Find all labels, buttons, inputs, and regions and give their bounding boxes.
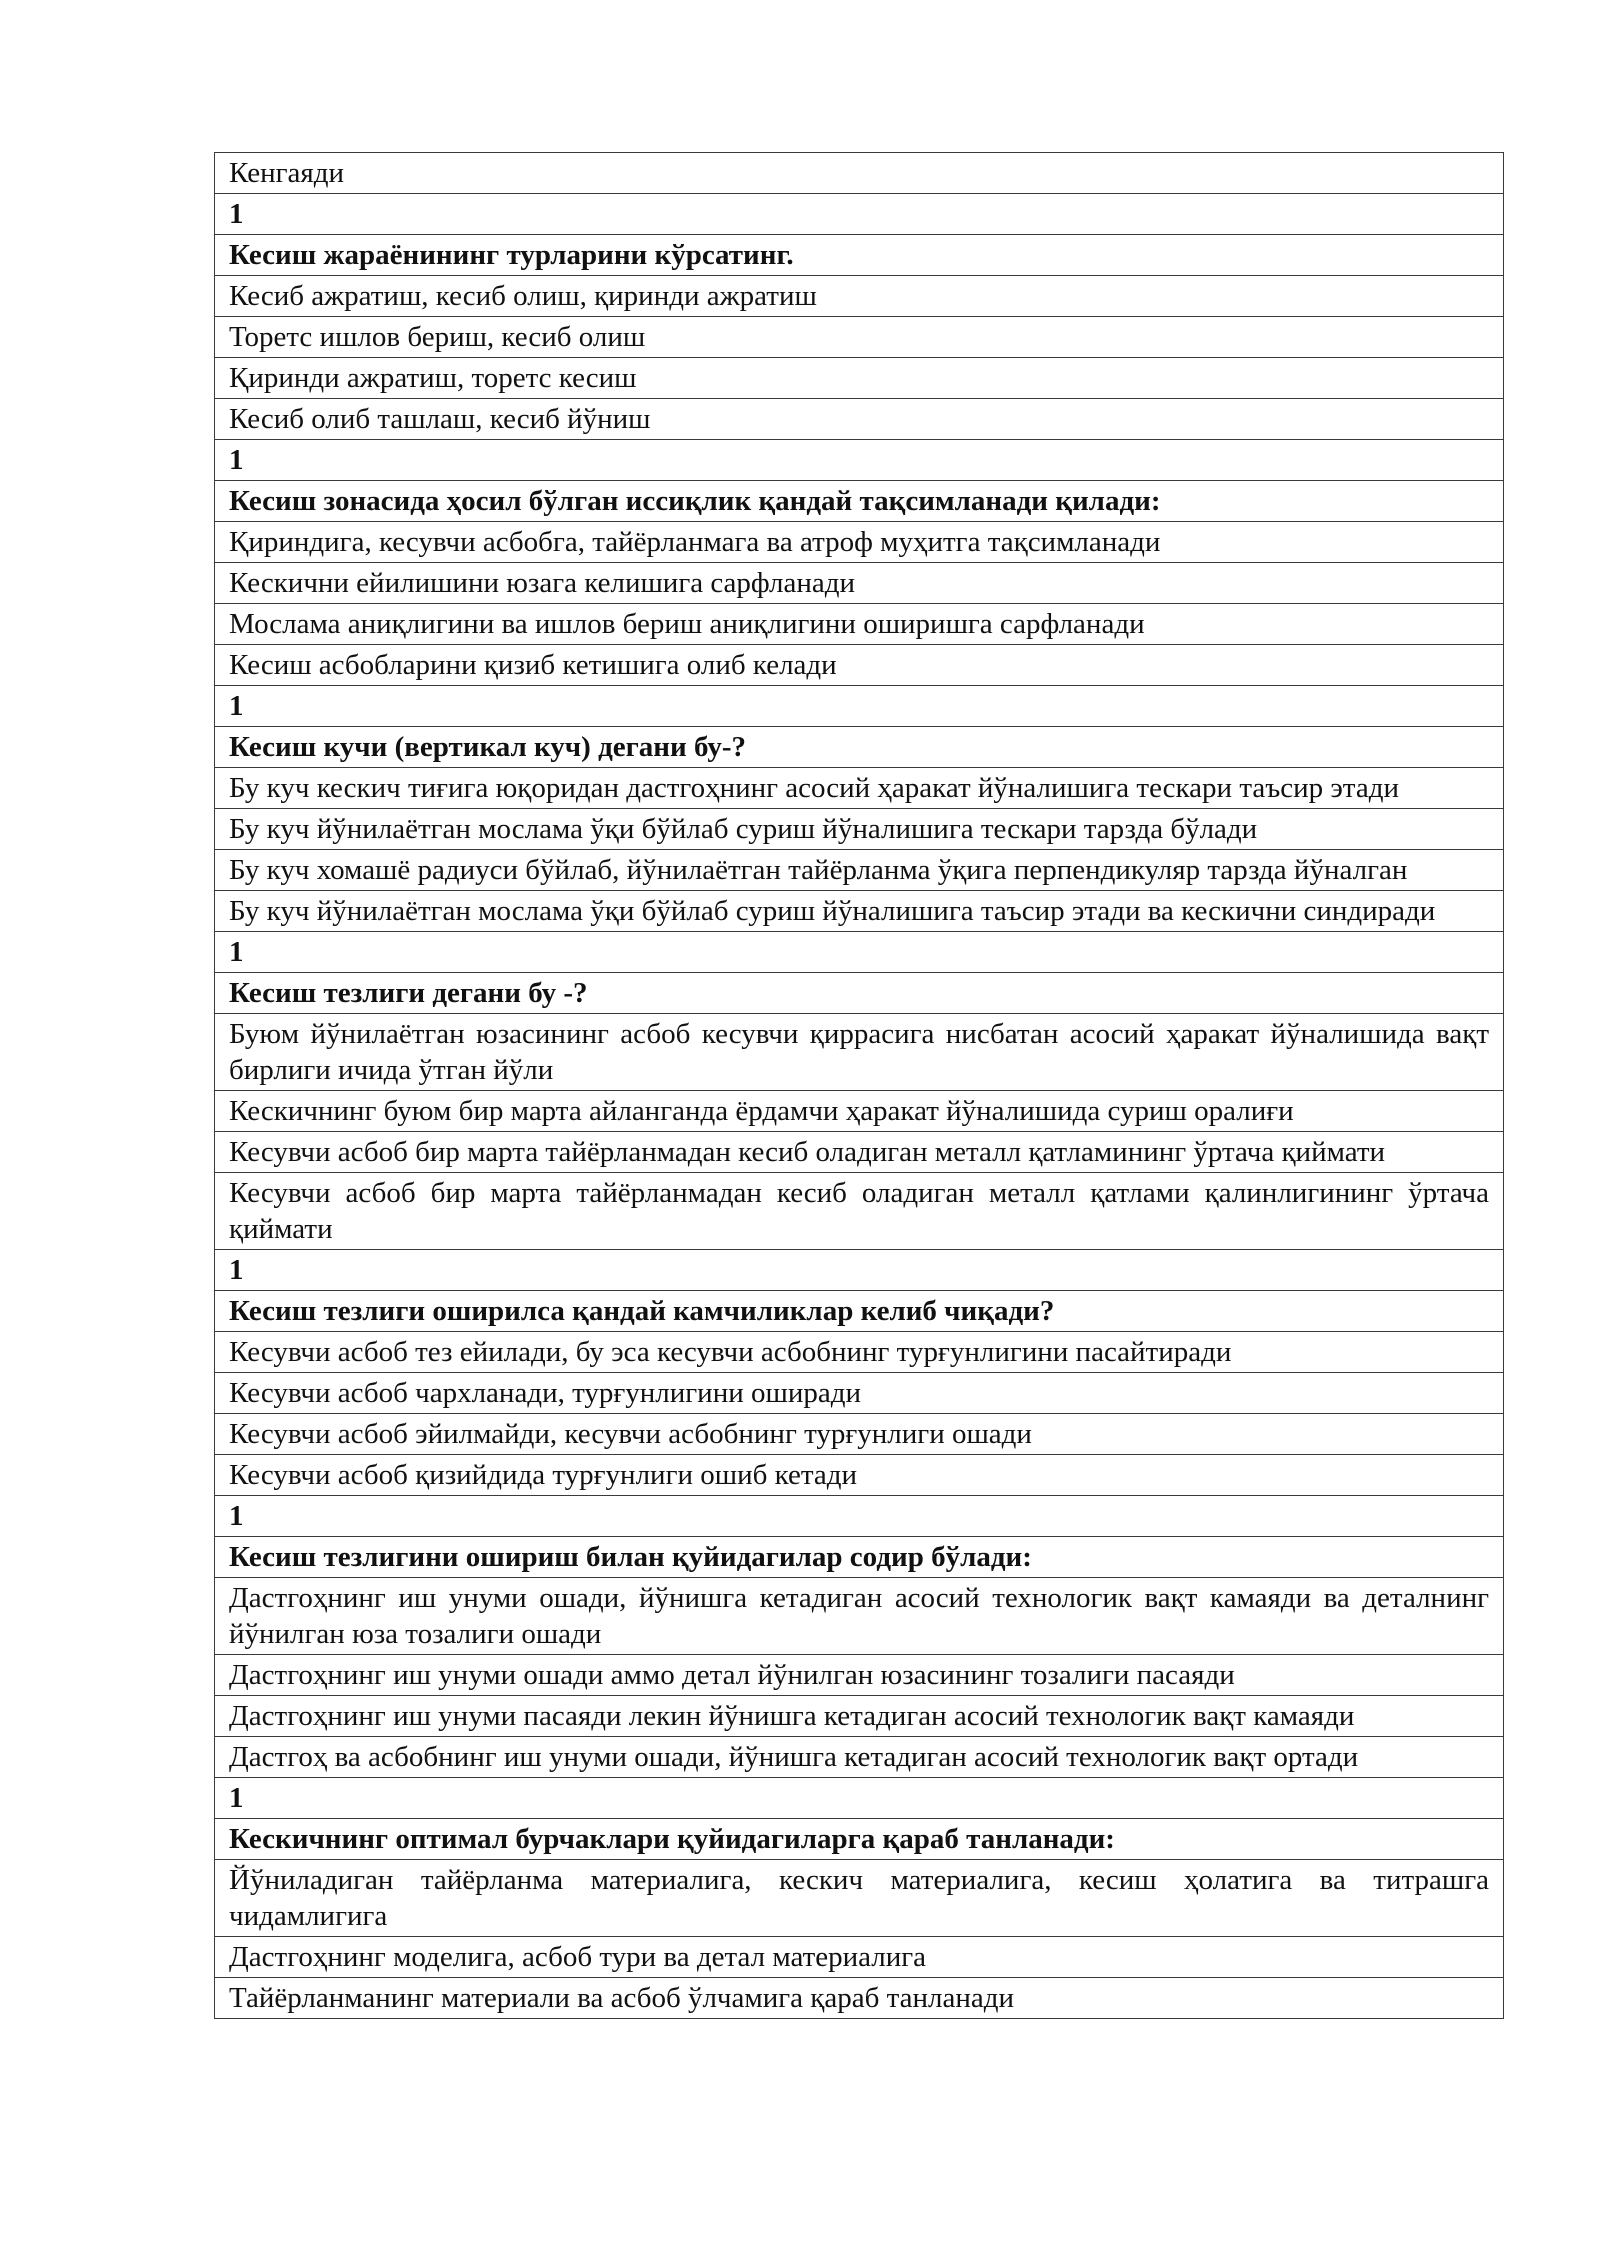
table-row — [215, 809, 1504, 850]
table-row — [215, 1332, 1504, 1373]
table-row — [215, 768, 1504, 809]
table-row — [215, 727, 1504, 768]
table-row — [215, 932, 1504, 973]
answer-option: Кесувчи асбоб чархланади, турғунлигини оширади — [215, 1373, 1504, 1414]
question-text: Кескичнинг оптимал бурчаклари қуйидагиларга қараб танланади: — [215, 1819, 1504, 1860]
table-row — [215, 891, 1504, 932]
question-number: 1 — [215, 1250, 1504, 1291]
table-row — [215, 645, 1504, 686]
answer-option: Тайёрланманинг материали ва асбоб ўлчамига қараб танланади — [215, 1978, 1504, 2019]
answer-option: Кесиб олиб ташлаш, кесиб йўниш — [215, 399, 1504, 440]
question-number: 1 — [215, 1778, 1504, 1819]
answer-option: Дастгоҳнинг моделига, асбоб тури ва детал материалига — [215, 1937, 1504, 1978]
question-table — [214, 152, 1504, 2019]
table-row — [215, 276, 1504, 317]
answer-option: Кесувчи асбоб бир марта тайёрланмадан кесиб оладиган металл қатлами қалинлигининг ўртача қиймати — [215, 1173, 1504, 1250]
answer-option: Дастгоҳнинг иш унуми пасаяди лекин йўнишга кетадиган асосий технологик вақт камаяди — [215, 1696, 1504, 1737]
answer-option: Кесувчи асбоб қизийдида турғунлиги ошиб кетади — [215, 1455, 1504, 1496]
table-row — [215, 1819, 1504, 1860]
answer-option: Буюм йўнилаётган юзасининг асбоб кесувчи қиррасига нисбатан асосий ҳаракат йўналишида вақт бирлиги ичида ўтган йўли — [215, 1014, 1504, 1091]
answer-option: Бу куч йўнилаётган мослама ўқи бўйлаб суриш йўналишига тескари тарзда бўлади — [215, 809, 1504, 850]
table-row — [215, 1737, 1504, 1778]
table-row — [215, 235, 1504, 276]
question-text: Кесиш кучи (вертикал куч) дегани бу-? — [215, 727, 1504, 768]
question-text: Кесиш тезлиги оширилса қандай камчиликлар келиб чиқади? — [215, 1291, 1504, 1332]
answer-option: Кескични ейилишини юзага келишига сарфланади — [215, 563, 1504, 604]
answer-option: Кесиб ажратиш, кесиб олиш, қиринди ажратиш — [215, 276, 1504, 317]
answer-option: Бу куч кескич тиғига юқоридан дастгоҳнинг асосий ҳаракат йўналишига тескари таъсир этади — [215, 768, 1504, 809]
table-row — [215, 1578, 1504, 1655]
question-number: 1 — [215, 1496, 1504, 1537]
answer-option: Кесувчи асбоб тез ейилади, бу эса кесувчи асбобнинг турғунлигини пасайтиради — [215, 1332, 1504, 1373]
table-row — [215, 1014, 1504, 1091]
table-row — [215, 1496, 1504, 1537]
question-number: 1 — [215, 440, 1504, 481]
question-number: 1 — [215, 932, 1504, 973]
table-row — [215, 1778, 1504, 1819]
table-row — [215, 481, 1504, 522]
answer-option: Бу куч йўнилаётган мослама ўқи бўйлаб суриш йўналишига таъсир этади ва кескични синдиради — [215, 891, 1504, 932]
answer-option: Торетс ишлов бериш, кесиб олиш — [215, 317, 1504, 358]
table-row — [215, 1414, 1504, 1455]
table-row — [215, 1937, 1504, 1978]
answer-option: Дастгоҳ ва асбобнинг иш унуми ошади, йўнишга кетадиган асосий технологик вақт ортади — [215, 1737, 1504, 1778]
table-row — [215, 1696, 1504, 1737]
answer-option: Кесиш асбобларини қизиб кетишига олиб келади — [215, 645, 1504, 686]
table-row — [215, 1978, 1504, 2019]
answer-option: Қириндига, кесувчи асбобга, тайёрланмага ва атроф муҳитга тақсимланади — [215, 522, 1504, 563]
question-text: Кесиш зонасида ҳосил бўлган иссиқлик қандай тақсимланади қилади: — [215, 481, 1504, 522]
answer-option: Бу куч хомашё радиуси бўйлаб, йўнилаётган тайёрланма ўқига перпендикуляр тарзда йўналган — [215, 850, 1504, 891]
table-row — [215, 604, 1504, 645]
answer-option: Кескичнинг буюм бир марта айланганда ёрдамчи ҳаракат йўналишида суриш оралиғи — [215, 1091, 1504, 1132]
table-row — [215, 1132, 1504, 1173]
table-row — [215, 686, 1504, 727]
answer-option: Кенгаяди — [215, 153, 1504, 194]
table-row — [215, 522, 1504, 563]
question-text: Кесиш тезлиги дегани бу -? — [215, 973, 1504, 1014]
table-row — [215, 1173, 1504, 1250]
answer-option: Йўниладиган тайёрланма материалига, кескич материалига, кесиш ҳолатига ва титрашга чидамлигига — [215, 1860, 1504, 1937]
question-number: 1 — [215, 194, 1504, 235]
table-row — [215, 1655, 1504, 1696]
table-row — [215, 973, 1504, 1014]
question-number: 1 — [215, 686, 1504, 727]
table-row — [215, 440, 1504, 481]
answer-option: Қиринди ажратиш, торетс кесиш — [215, 358, 1504, 399]
table-row — [215, 563, 1504, 604]
table-row — [215, 1860, 1504, 1937]
table-row — [215, 1455, 1504, 1496]
answer-option: Мослама аниқлигини ва ишлов бериш аниқлигини оширишга сарфланади — [215, 604, 1504, 645]
answer-option: Дастгоҳнинг иш унуми ошади, йўнишга кетадиган асосий технологик вақт камаяди ва деталнинг йўнилган юза тозалиги ошади — [215, 1578, 1504, 1655]
question-text: Кесиш жараёнининг турларини кўрсатинг. — [215, 235, 1504, 276]
table-row — [215, 153, 1504, 194]
table-row — [215, 317, 1504, 358]
table-row — [215, 1091, 1504, 1132]
table-row — [215, 1537, 1504, 1578]
table-row — [215, 1291, 1504, 1332]
table-row — [215, 358, 1504, 399]
question-table-body — [215, 153, 1504, 2019]
table-row — [215, 1373, 1504, 1414]
answer-option: Кесувчи асбоб бир марта тайёрланмадан кесиб оладиган металл қатламининг ўртача қиймати — [215, 1132, 1504, 1173]
table-row — [215, 1250, 1504, 1291]
answer-option: Кесувчи асбоб эйилмайди, кесувчи асбобнинг турғунлиги ошади — [215, 1414, 1504, 1455]
table-row — [215, 194, 1504, 235]
table-row — [215, 399, 1504, 440]
answer-option: Дастгоҳнинг иш унуми ошади аммо детал йўнилган юзасининг тозалиги пасаяди — [215, 1655, 1504, 1696]
question-text: Кесиш тезлигини ошириш билан қуйидагилар содир бўлади: — [215, 1537, 1504, 1578]
table-row — [215, 850, 1504, 891]
